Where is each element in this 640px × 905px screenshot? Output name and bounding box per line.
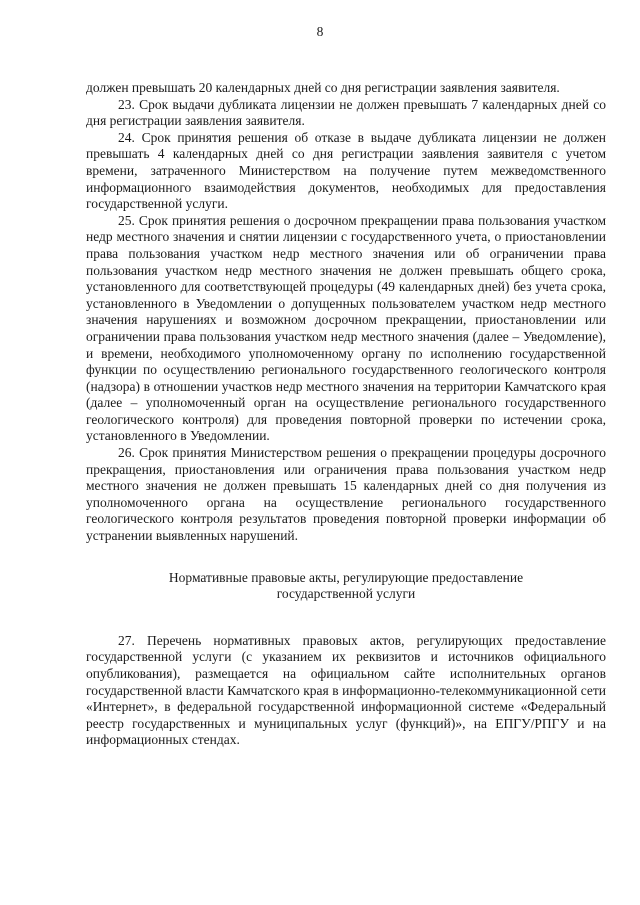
section-heading-line-2: государственной услуги [276, 586, 416, 602]
paragraph-23: 23. Срок выдачи дубликата лицензии не должен превышать 7 календарных дней со дня регистрации заявления заявителя. [86, 96, 606, 129]
section-heading-line-1: Нормативные правовые акты, регулирующие предоставление [168, 569, 524, 585]
paragraph-26: 26. Срок принятия Министерством решения о прекращении процедуры досрочного прекращения, приостановления или ограничения права пользования участком недр местного значения не должен превышать 15 календарных дней со дня получения из уполномоченного органа на осуществление регионального государственного геологического контроля результатов проведения повторной проверки информации об устранении выявленных нарушений. [86, 445, 606, 544]
paragraph-25: 25. Срок принятия решения о досрочном прекращении права пользования участком недр местного значения и снятии лицензии с государственного учета, о приостановлении права пользования участком недр местного значения или об ограничении права пользования участком недр местного значения не должен превышать общего срока, установленного для соответствующей процедуры (49 календарных дней) без учета срока, установленного в Уведомлении о допущенных пользователем участком недр местного значения нарушениях и возможном досрочном прекращении, приостановлении или ограничении права пользования участком недр местного значения (далее – Уведомление), и времени, необходимого уполномоченному органу по исполнению государственной функции по осуществлению регионального государственного геологического контроля (надзора) в отношении участков недр местного значения на территории Камчатского края (далее – уполномоченный орган на осуществление регионального государственного геологического контроля) для проведения повторной проверки по истечении срока, установленного в Уведомлении. [86, 212, 606, 444]
document-body [86, 80, 606, 749]
paragraphs-before-heading [86, 80, 606, 545]
paragraph-27: 27. Перечень нормативных правовых актов, регулирующих предоставление государственной услуги (с указанием их реквизитов и источников официального опубликования), размещается на официальном сайте исполнительных органов государственной власти Камчатского края в информационно-телекоммуникационной сети «Интернет», в федеральной государственной информационной системе «Федеральный реестр государственных и муниципальных услуг (функций)», на ЕПГУ/РПГУ и на информационных стендах. [86, 632, 606, 748]
page-number: 8 [316, 24, 324, 39]
paragraph-24: 24. Срок принятия решения об отказе в выдаче дубликата лицензии не должен превышать 4 календарных дней со дня регистрации заявления заявителя с учетом времени, затраченного Министерством на получение путем межведомственного информационного взаимодействия документов, необходимых для предоставления государственной услуги. [86, 129, 606, 212]
paragraphs-after-heading [86, 633, 606, 749]
paragraph-continuation: должен превышать 20 календарных дней со дня регистрации заявления заявителя. [86, 80, 560, 95]
section-heading [86, 570, 606, 603]
